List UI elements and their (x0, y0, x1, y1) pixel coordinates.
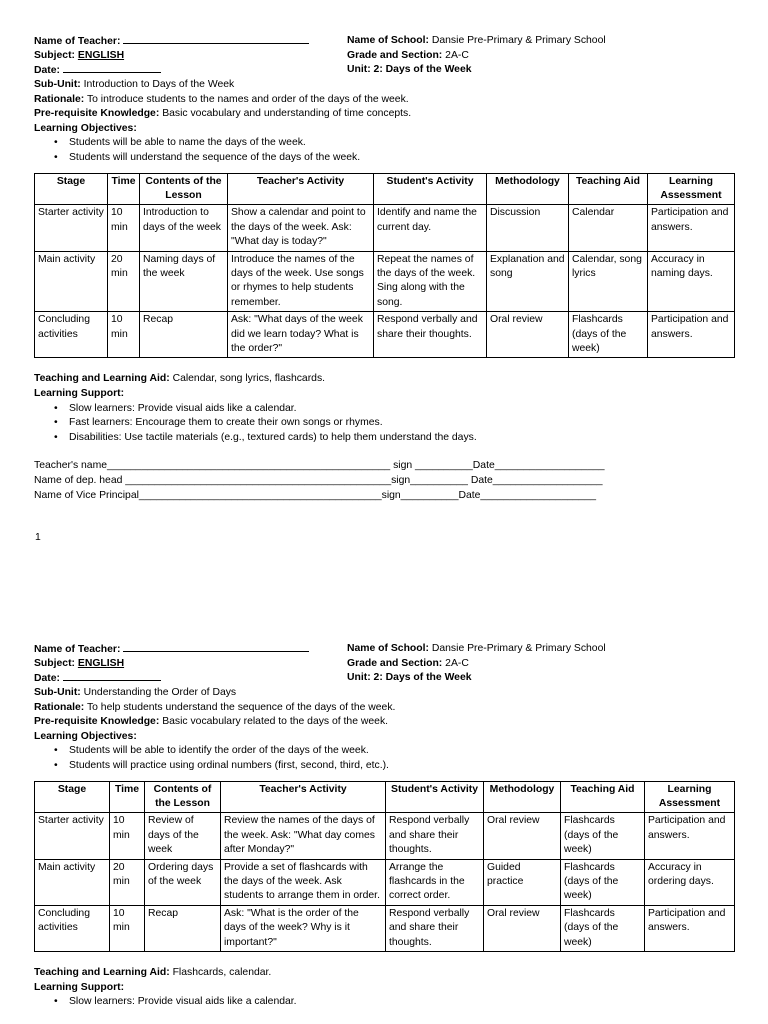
subject-value: ENGLISH (77, 657, 125, 669)
table-cell: Flashcards (days of the week) (561, 813, 645, 859)
column-header: Methodology (487, 173, 569, 205)
signature-line: Teacher's name_________________________________________________ sign __________Date___________________ (34, 460, 605, 472)
table-cell: Oral review (487, 312, 569, 358)
table-cell: Review of days of the week (145, 813, 221, 859)
table-header-row (35, 781, 735, 813)
teaching-aid (34, 372, 734, 387)
table-cell: 10 min (108, 205, 140, 251)
table-cell: Respond verbally and share their thoughts. (386, 905, 484, 951)
table-cell: 10 min (108, 312, 140, 358)
header-left (34, 34, 309, 78)
aid-value: Calendar, song lyrics, flashcards. (172, 373, 326, 385)
lesson-plan-2 (34, 642, 734, 1010)
table-cell: Recap (140, 312, 228, 358)
teacher-label: Name of Teacher: (34, 644, 121, 655)
table-cell: 20 min (110, 859, 145, 905)
column-header: Student's Activity (374, 173, 487, 205)
objectives-label: Learning Objectives: (34, 730, 137, 742)
rationale (34, 701, 734, 716)
table-row (35, 312, 735, 358)
table-row (35, 813, 735, 859)
subject-label: Subject: (34, 49, 75, 61)
signature-line: Name of dep. head ______________________________________________sign__________ Date___________________ (34, 475, 603, 486)
rationale-value: To help students understand the sequence of the days of the week. (86, 701, 396, 713)
table-cell: Starter activity (35, 813, 110, 859)
table-cell: Repeat the names of the days of the week. Sing along with the song. (374, 251, 487, 312)
support-label: Learning Support: (34, 981, 125, 993)
plan-header (34, 34, 734, 78)
table-cell: Oral review (484, 905, 561, 951)
table-cell: Recap (145, 905, 221, 951)
table-cell: Accuracy in naming days. (648, 251, 735, 312)
objectives-label: Learning Objectives: (34, 122, 137, 134)
subunit-label: Sub-Unit: (34, 687, 81, 698)
grade-label: Grade and Section: (347, 657, 443, 669)
subject-label: Subject: (34, 657, 75, 669)
aid-label: Teaching and Learning Aid: (34, 967, 170, 979)
subunit (34, 686, 734, 701)
unit-title: Unit: 2: Days of the Week (347, 64, 472, 76)
table-row (35, 205, 735, 251)
date-blank (63, 63, 161, 73)
list-item: • Students will be able to name the days of the week. (69, 136, 734, 151)
support-list (34, 995, 734, 1010)
aid-label: Teaching and Learning Aid: (34, 373, 170, 385)
rationale-label: Rationale: (34, 93, 85, 105)
table-cell: Concluding activities (35, 905, 110, 951)
table-cell: Calendar (569, 205, 648, 251)
teaching-aid (34, 966, 734, 981)
rationale-label: Rationale: (34, 701, 85, 713)
grade-value: 2A-C (445, 657, 469, 669)
table-cell: Concluding activities (35, 312, 108, 358)
list-item: • Students will practice using ordinal numbers (first, second, third, etc.). (69, 759, 734, 774)
header-left (34, 642, 309, 686)
table-cell: Respond verbally and share their thoughts. (386, 813, 484, 859)
column-header: Contents of the Lesson (145, 781, 221, 813)
table-cell: Provide a set of flashcards with the days of the week. Ask students to arrange them in order. (221, 859, 386, 905)
column-header: Time (108, 173, 140, 205)
list-item: • Fast learners: Encourage them to create their own songs or rhymes. (69, 416, 734, 431)
table-row (35, 859, 735, 905)
table-cell: Participation and answers. (648, 312, 735, 358)
table-cell: Oral review (484, 813, 561, 859)
table-cell: Flashcards (days of the week) (561, 859, 645, 905)
signature-block (34, 459, 734, 503)
school-value: Dansie Pre-Primary & Primary School (431, 643, 606, 654)
column-header: Contents of the Lesson (140, 173, 228, 205)
table-cell: Accuracy in ordering days. (645, 859, 735, 905)
teacher-blank (123, 34, 309, 44)
table-cell: Arrange the flashcards in the correct order. (386, 859, 484, 905)
table-cell: Flashcards (days of the week) (561, 905, 645, 951)
rationale-value: To introduce students to the names and order of the days of the week. (86, 93, 409, 105)
table-cell: Flashcards (days of the week) (569, 312, 648, 358)
lesson-table (34, 781, 735, 952)
objectives-list (34, 744, 734, 773)
table-cell: Show a calendar and point to the days of the week. Ask: "What day is today?" (228, 205, 374, 251)
list-item: • Students will be able to identify the order of the days of the week. (69, 744, 734, 759)
subunit-value: Introduction to Days of the Week (83, 79, 235, 90)
table-cell: Ask: "What days of the week did we learn today? What is the order?" (228, 312, 374, 358)
school-value: Dansie Pre-Primary & Primary School (431, 35, 606, 46)
aid-value: Flashcards, calendar. (172, 967, 272, 979)
subunit (34, 78, 734, 93)
grade-value: 2A-C (445, 49, 469, 61)
subunit-value: Understanding the Order of Days (83, 687, 237, 698)
plan-header (34, 642, 734, 686)
list-item: • Students will understand the sequence of the days of the week. (69, 151, 734, 166)
grade-label: Grade and Section: (347, 49, 443, 61)
date-blank (63, 671, 161, 681)
table-cell: 10 min (110, 905, 145, 951)
support-label: Learning Support: (34, 388, 125, 400)
unit-title: Unit: 2: Days of the Week (347, 672, 472, 684)
column-header: Stage (35, 781, 110, 813)
column-header: Stage (35, 173, 108, 205)
page-number: 1 (35, 532, 41, 543)
column-header: Teaching Aid (569, 173, 648, 205)
table-cell: Discussion (487, 205, 569, 251)
table-cell: Main activity (35, 859, 110, 905)
prerequisite (34, 715, 734, 730)
signature-line: Name of Vice Principal__________________________________________sign__________Date____________________ (34, 489, 596, 501)
table-cell: Ordering days of the week (145, 859, 221, 905)
table-cell: Main activity (35, 251, 108, 312)
table-header-row (35, 173, 735, 205)
school-label: Name of School: (347, 643, 429, 654)
header-right (347, 34, 606, 78)
objectives-list (34, 136, 734, 165)
column-header: Methodology (484, 781, 561, 813)
table-row (35, 905, 735, 951)
subject-value: ENGLISH (77, 49, 125, 61)
date-label: Date: (34, 65, 60, 77)
date-label: Date: (34, 673, 60, 685)
table-cell: Participation and answers. (648, 205, 735, 251)
school-label: Name of School: (347, 35, 429, 46)
table-cell: Respond verbally and share their thoughts. (374, 312, 487, 358)
list-item: • Slow learners: Provide visual aids like a calendar. (69, 995, 734, 1010)
table-cell: 10 min (110, 813, 145, 859)
table-row (35, 251, 735, 312)
column-header: Learning Assessment (645, 781, 735, 813)
table-cell: Participation and answers. (645, 813, 735, 859)
table-cell: 20 min (108, 251, 140, 312)
prereq-label: Pre-requisite Knowledge: (34, 716, 160, 728)
table-cell: Review the names of the days of the week. Ask: "What day comes after Monday?" (221, 813, 386, 859)
list-item: • Disabilities: Use tactile materials (e.g., textured cards) to help them understand the days. (69, 431, 734, 446)
header-right (347, 642, 606, 686)
teacher-label: Name of Teacher: (34, 36, 121, 47)
column-header: Time (110, 781, 145, 813)
support-list (34, 402, 734, 446)
table-cell: Introduce the names of the days of the week. Use songs or rhymes to help students remember. (228, 251, 374, 312)
prerequisite (34, 107, 734, 122)
table-cell: Starter activity (35, 205, 108, 251)
table-cell: Calendar, song lyrics (569, 251, 648, 312)
table-cell: Ask: "What is the order of the days of the week? Why is it important?" (221, 905, 386, 951)
lesson-plan-1 (34, 34, 734, 503)
table-cell: Identify and name the current day. (374, 205, 487, 251)
subunit-label: Sub-Unit: (34, 79, 81, 90)
column-header: Learning Assessment (648, 173, 735, 205)
column-header: Teacher's Activity (228, 173, 374, 205)
lesson-table (34, 173, 735, 359)
table-cell: Naming days of the week (140, 251, 228, 312)
table-cell: Explanation and song (487, 251, 569, 312)
prereq-label: Pre-requisite Knowledge: (34, 108, 160, 120)
teacher-blank (123, 642, 309, 652)
column-header: Teaching Aid (561, 781, 645, 813)
prereq-value: Basic vocabulary and understanding of time concepts. (162, 108, 412, 120)
column-header: Teacher's Activity (221, 781, 386, 813)
table-cell: Guided practice (484, 859, 561, 905)
column-header: Student's Activity (386, 781, 484, 813)
list-item: • Slow learners: Provide visual aids like a calendar. (69, 402, 734, 417)
prereq-value: Basic vocabulary related to the days of the week. (162, 716, 389, 728)
rationale (34, 93, 734, 108)
table-cell: Introduction to days of the week (140, 205, 228, 251)
table-cell: Participation and answers. (645, 905, 735, 951)
